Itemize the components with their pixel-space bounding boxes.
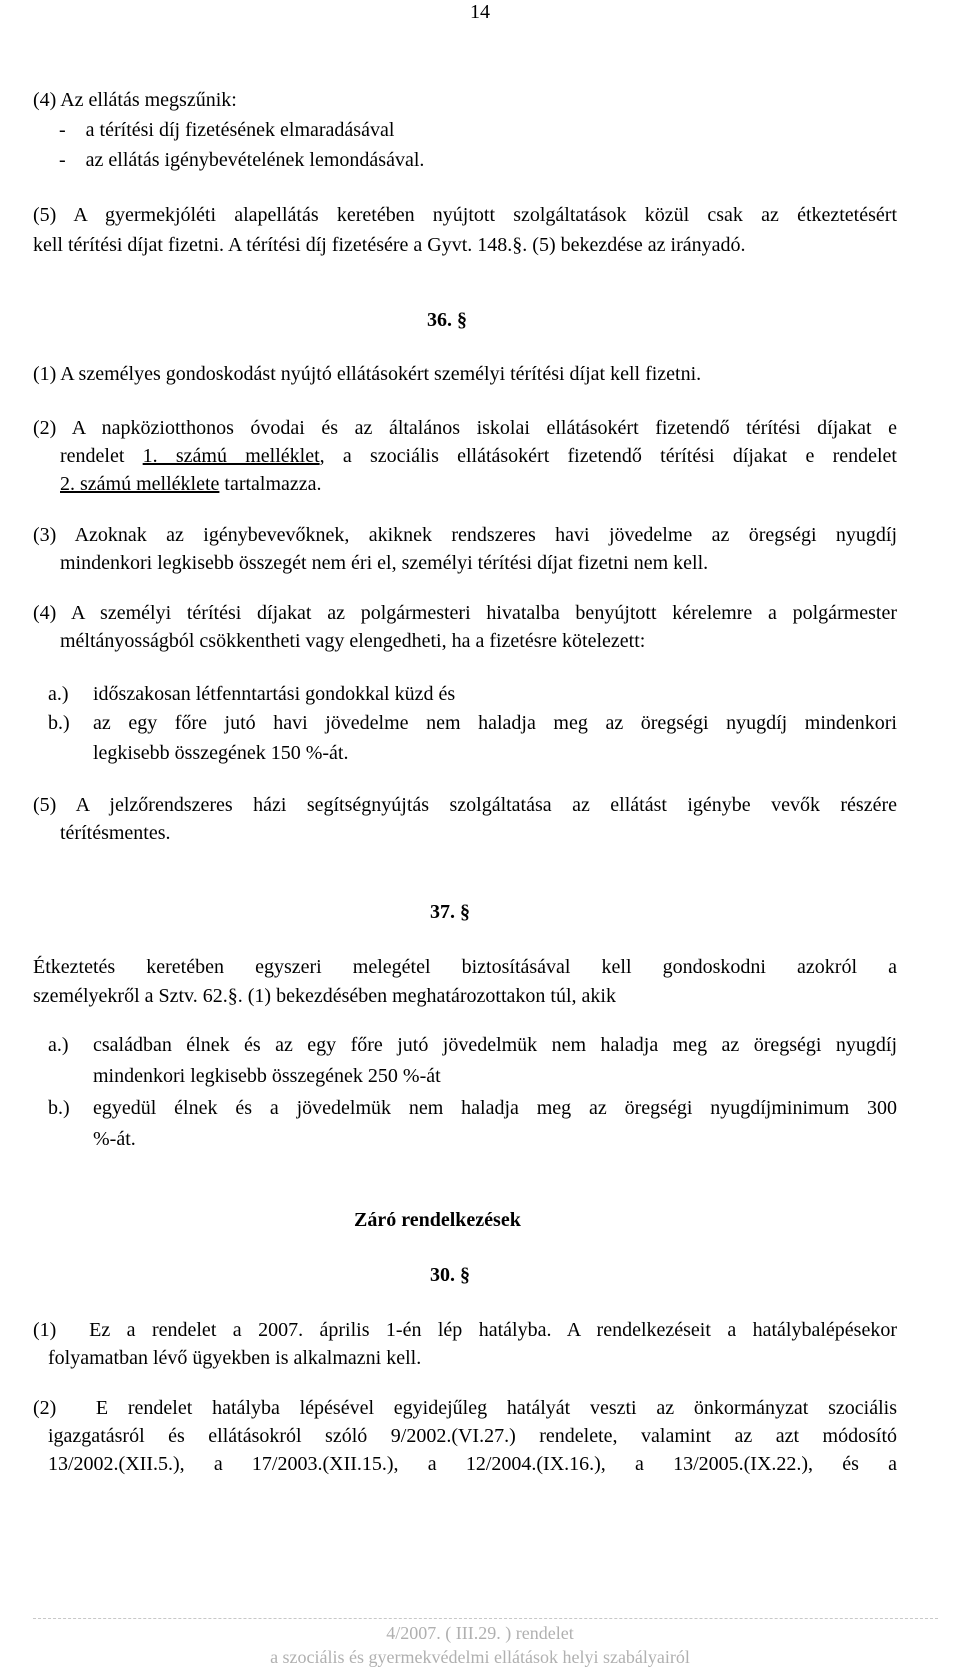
s37-intro-line-1: Étkeztetés keretében egyszeri melegétel biztosításával kell gondoskodni azokról a bbox=[33, 956, 897, 978]
section-30-heading: 30. § bbox=[430, 1264, 470, 1286]
footer-divider bbox=[33, 1618, 938, 1619]
footer-line-1: 4/2007. ( III.29. ) rendelet bbox=[386, 1623, 574, 1643]
s35-p5-line-1: (5) A gyermekjóléti alapellátás keretében nyújtott szolgáltatások közül csak az étkeztetésért bbox=[33, 204, 897, 226]
s36-p4-line-2: méltányosságból csökkentheti vagy elengedheti, ha a fizetésre kötelezett: bbox=[60, 630, 646, 652]
s36-item-b-line-1: az egy főre jutó havi jövedelme nem haladja meg az öregségi nyugdíj mindenkori bbox=[93, 712, 897, 734]
s37-item-b-line-1: egyedül élnek és a jövedelmük nem haladja meg az öregségi nyugdíjminimum 300 bbox=[93, 1097, 897, 1119]
page-number: 14 bbox=[470, 1, 490, 23]
s36-p3-line-2: mindenkori legkisebb összegét nem éri el, személyi térítési díjat fizetni nem kell. bbox=[60, 552, 709, 574]
closing-p2-line-3: 13/2002.(XII.5.), a 17/2003.(XII.15.), a 12/2004.(IX.16.), a 13/2005.(IX.22.), és a bbox=[48, 1453, 897, 1475]
section-36-heading: 36. § bbox=[427, 309, 467, 331]
s36-p3-line-1: (3) Azoknak az igénybevevőknek, akiknek rendszeres havi jövedelme az öregségi nyugdíj bbox=[33, 524, 897, 546]
s37-item-b-line-2: %-át. bbox=[93, 1128, 136, 1150]
closing-p1-line-2: folyamatban lévő ügyekben is alkalmazni kell. bbox=[48, 1347, 422, 1369]
s35-p4-item-2: - az ellátás igénybevételének lemondásával. bbox=[59, 149, 425, 171]
s35-p4-item-1: - a térítési díj fizetésének elmaradásával bbox=[59, 119, 395, 141]
s36-p2-line-1: (2) A napköziotthonos óvodai és az általános iskolai ellátásokért fizetendő térítési díjakat e bbox=[33, 417, 897, 439]
s36-p2-text: rendelet bbox=[60, 445, 143, 467]
footer-line-2: a szociális és gyermekvédelmi ellátások helyi szabályairól bbox=[270, 1647, 690, 1667]
s37-item-a-line-2: mindenkori legkisebb összegének 250 %-át bbox=[93, 1065, 441, 1087]
s35-p4-heading: (4) Az ellátás megszűnik: bbox=[33, 89, 237, 111]
s36-item-a-label: a.) bbox=[48, 683, 69, 705]
s37-intro-line-2: személyekről a Sztv. 62.§. (1) bekezdésében meghatározottakon túl, akik bbox=[33, 985, 616, 1007]
closing-p2-line-1: (2) E rendelet hatályba lépésével egyidejűleg hatályát veszti az önkormányzat szociális bbox=[33, 1397, 897, 1419]
s36-p2-line-2 bbox=[60, 446, 897, 466]
s37-item-b-label: b.) bbox=[48, 1097, 70, 1119]
s36-p2-text-cont: , a szociális ellátásokért fizetendő térítési díjakat e rendelet bbox=[319, 445, 897, 467]
s36-p2-end: tartalmazza. bbox=[219, 473, 322, 495]
s36-p2-line-3 bbox=[60, 474, 322, 494]
closing-title: Záró rendelkezések bbox=[354, 1209, 521, 1231]
s36-item-b-label: b.) bbox=[48, 712, 70, 734]
s36-p5-line-1: (5) A jelzőrendszeres házi segítségnyújtás szolgáltatása az ellátást igénybe vevők részére bbox=[33, 794, 897, 816]
annex-1-link[interactable]: 1. számú melléklet bbox=[142, 445, 320, 467]
s36-item-b-line-2: legkisebb összegének 150 %-át. bbox=[93, 742, 349, 764]
closing-p2-line-2: igazgatásról és ellátásokról szóló 9/2002.(VI.27.) rendelete, valamint az azt módosító bbox=[48, 1425, 897, 1447]
section-37-heading: 37. § bbox=[430, 901, 470, 923]
s37-item-a-label: a.) bbox=[48, 1034, 69, 1056]
closing-p1-line-1: (1) Ez a rendelet a 2007. április 1-én lép hatályba. A rendelkezéseit a hatálybalépésekor bbox=[33, 1319, 897, 1341]
s37-item-a-line-1: családban élnek és az egy főre jutó jövedelmük nem haladja meg az öregségi nyugdíj bbox=[93, 1034, 897, 1056]
s35-p5-line-2: kell térítési díjat fizetni. A térítési díj fizetésére a Gyvt. 148.§. (5) bekezdése az irányadó. bbox=[33, 234, 746, 256]
s36-p1: (1) A személyes gondoskodást nyújtó ellátásokért személyi térítési díjat kell fizetni. bbox=[33, 363, 702, 385]
s36-p5-line-2: térítésmentes. bbox=[60, 822, 171, 844]
annex-2-link[interactable]: 2. számú melléklete bbox=[60, 473, 220, 495]
s36-p4-line-1: (4) A személyi térítési díjakat az polgármesteri hivatalba benyújtott kérelemre a polgármester bbox=[33, 602, 897, 624]
s36-item-a-text: időszakosan létfenntartási gondokkal küzd és bbox=[93, 683, 456, 705]
